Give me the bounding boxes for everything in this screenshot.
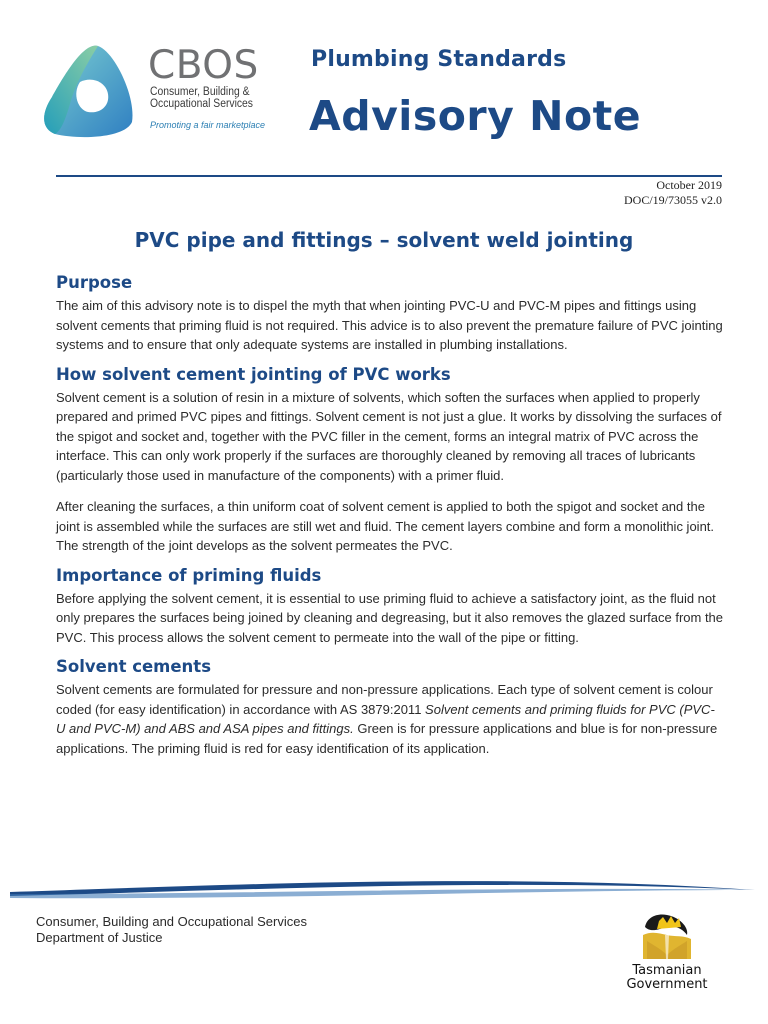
section-paragraph: The aim of this advisory note is to dispel the myth that when jointing PVC-U and PVC-M pipes and fittings using solvent cements that priming fluid is not required. This advice is to also prevent the premature failure of PVC jointing systems and to ensure that only adequate systems are installed in plumbing installations. (56, 298, 723, 352)
section-paragraph: Solvent cement is a solution of resin in a mixture of solvents, which soften the surfaces when applied to properly prepared and primed PVC pipes and fittings. Solvent cement is not just a glue. It works by dissolving the surfaces of the spigot and socket and, together with the PVC filler in the cement, forms an integral matrix of PVC across the interface. This can only work properly if the surfaces are thoroughly cleaned by removing all traces of lubricants (particularly those used in manufacture of the components) with a primer fluid. (56, 389, 722, 483)
section-purpose (56, 272, 724, 355)
section-priming-fluids (56, 565, 724, 648)
document-meta (624, 178, 722, 208)
paragraph-text: Solvent cements are formulated for pressure and non-pressure applications. Each type of solvent cement is colour coded (for easy identification) in accordance with AS 3879:2011 (56, 682, 713, 717)
document-body (56, 272, 724, 767)
section-solvent-cements (56, 656, 724, 758)
government-name-line-1: Tasmanian (632, 963, 702, 978)
logo-subtitle-line-1: Consumer, Building & (150, 86, 250, 98)
logo-wordmark: CBOS (148, 43, 259, 88)
header-title: Advisory Note (309, 92, 642, 140)
section-paragraph (56, 680, 724, 758)
document-title: PVC pipe and fittings – solvent weld jointing (134, 228, 634, 252)
cbos-triangle-logo-icon (40, 42, 140, 142)
cbos-logo (40, 42, 285, 142)
logo-tagline: Promoting a fair marketplace (150, 120, 266, 130)
tasmanian-government-emblem-icon (637, 905, 697, 965)
section-heading: How solvent cement jointing of PVC works (56, 364, 451, 384)
section-heading: Solvent cements (56, 657, 212, 676)
logo-subtitle-line-2: Occupational Services (150, 98, 253, 110)
section-paragraph: Before applying the solvent cement, it is essential to use priming fluid to achieve a satisfactory joint, as the fluid not only prepares the surfaces being joined by cleaning and degreasing, but it also removes the glazed surface from the PVC. This process allows the solvent cement to permeate into the wall of the pipe or fitting. (56, 590, 724, 645)
section-paragraph: After cleaning the surfaces, a thin uniform coat of solvent cement is applied to both the spigot and socket and the joint is assembled while the surfaces are still wet and fluid. The cement layers combine and form a monolithic joint. The strength of the joint develops as the solvent permeates the PVC. (56, 499, 715, 553)
document-date: October 2019 (656, 178, 722, 192)
section-how-it-works (56, 364, 724, 556)
document-reference: DOC/19/73055 v2.0 (623, 193, 722, 207)
standard-title-citation: Solvent cements and priming fluids for PVC (PVC-U and PVC-M) and ABS and ASA pipes and fittings. (56, 701, 715, 736)
header-divider (56, 175, 722, 177)
paragraph-text: Green is for pressure applications and blue is for non-pressure applications. The priming fluid is red for easy identification of its application. (56, 721, 718, 756)
government-name-line-2: Government (626, 977, 708, 992)
section-heading: Purpose (56, 273, 133, 292)
footer-department: Department of Justice (36, 930, 163, 945)
section-heading: Importance of priming fluids (56, 565, 322, 585)
header-kicker: Plumbing Standards (311, 47, 567, 72)
footer-organisation: Consumer, Building and Occupational Services (36, 914, 307, 929)
